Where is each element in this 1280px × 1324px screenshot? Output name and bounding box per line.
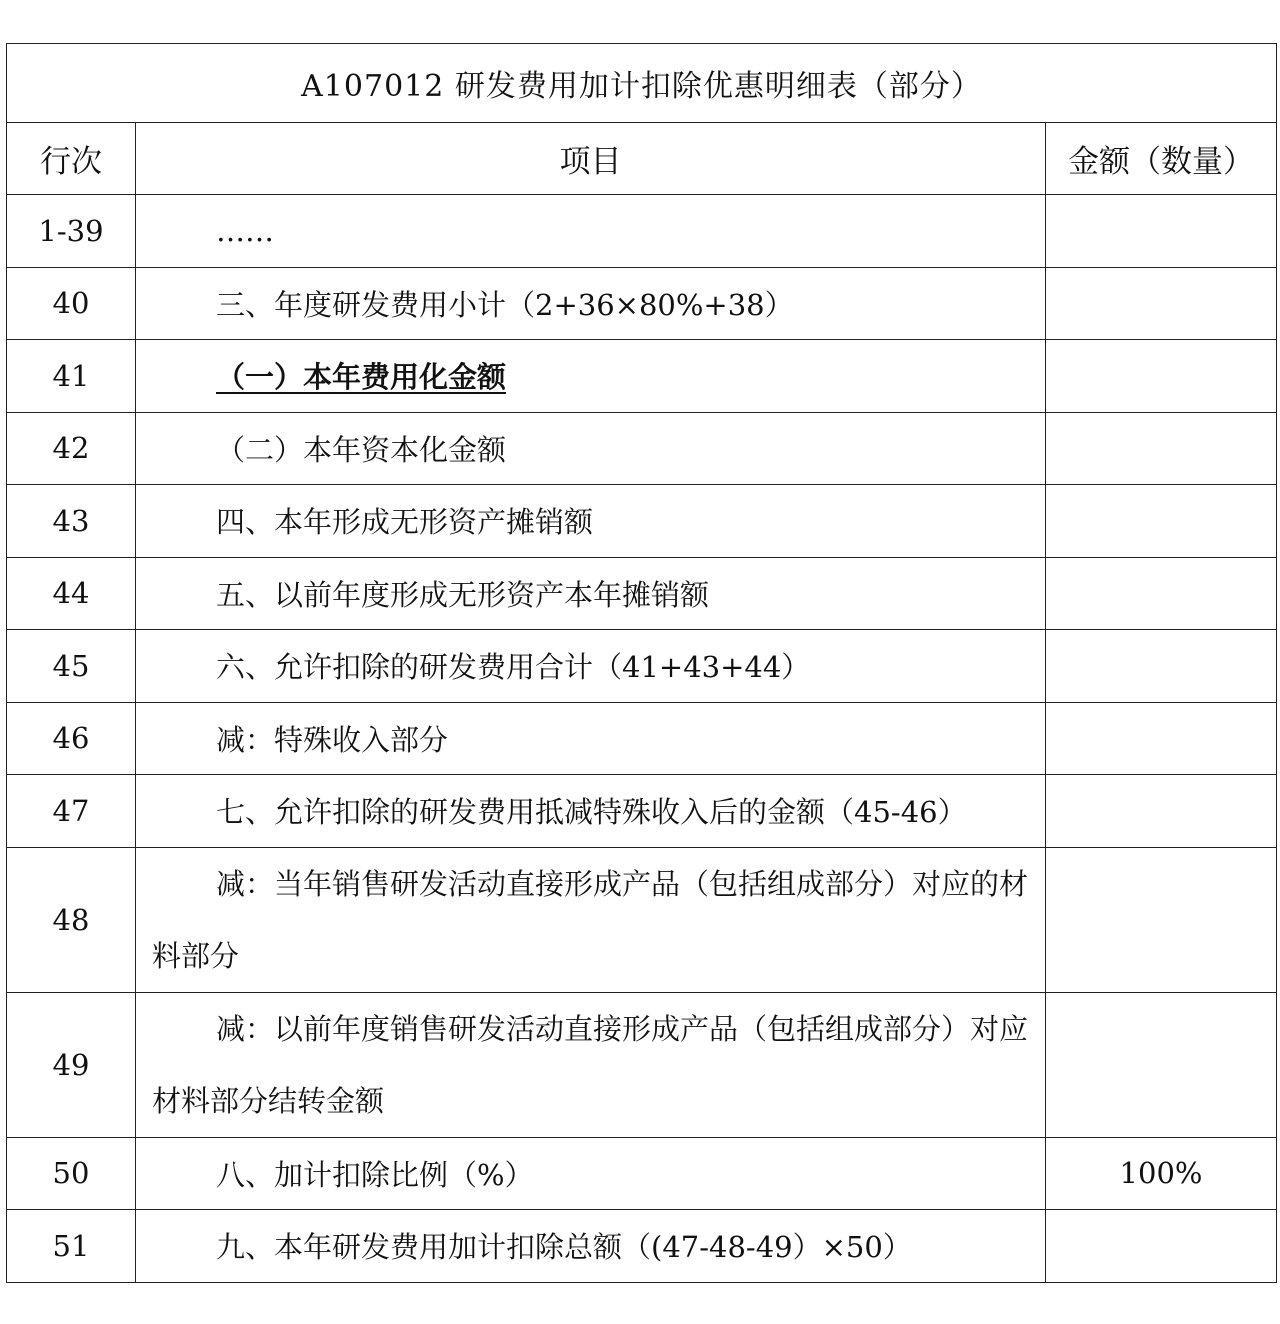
amount-cell[interactable]: [1046, 847, 1277, 992]
amount-cell[interactable]: [1046, 992, 1277, 1137]
table-row: [7, 485, 1277, 558]
line-number: 42: [7, 412, 136, 485]
table-row: [7, 267, 1277, 340]
item-label: 五、以前年度形成无形资产本年摊销额: [136, 557, 1046, 630]
item-label: 四、本年形成无形资产摊销额: [136, 485, 1046, 558]
item-label: 减：当年销售研发活动直接形成产品（包括组成部分）对应的材料部分: [136, 847, 1046, 992]
item-label: 八、加计扣除比例（%）: [136, 1137, 1046, 1210]
item-label: 减：特殊收入部分: [136, 702, 1046, 775]
amount-cell[interactable]: [1046, 1210, 1277, 1283]
amount-cell[interactable]: [1046, 775, 1277, 848]
table-row: [7, 702, 1277, 775]
amount-cell[interactable]: [1046, 340, 1277, 413]
amount-cell[interactable]: [1046, 412, 1277, 485]
amount-cell[interactable]: [1046, 702, 1277, 775]
header-item: 项目: [136, 123, 1046, 195]
line-number: 43: [7, 485, 136, 558]
item-label: 减：以前年度销售研发活动直接形成产品（包括组成部分）对应材料部分结转金额: [136, 992, 1046, 1137]
table-row: [7, 775, 1277, 848]
item-label: 七、允许扣除的研发费用抵减特殊收入后的金额（45-46）: [136, 775, 1046, 848]
amount-cell[interactable]: [1046, 195, 1277, 268]
amount-cell[interactable]: [1046, 630, 1277, 703]
line-number: 40: [7, 267, 136, 340]
item-label: 九、本年研发费用加计扣除总额（(47-48-49）×50）: [136, 1210, 1046, 1283]
item-label: 六、允许扣除的研发费用合计（41+43+44）: [136, 630, 1046, 703]
line-number: 1-39: [7, 195, 136, 268]
line-number: 45: [7, 630, 136, 703]
table-row: [7, 992, 1277, 1137]
item-label-text: （一）本年费用化金额: [216, 360, 507, 395]
amount-cell[interactable]: [1046, 267, 1277, 340]
table-row: [7, 847, 1277, 992]
line-number: 46: [7, 702, 136, 775]
header-amount: 金额（数量）: [1046, 123, 1277, 195]
item-label: 三、年度研发费用小计（2+36×80%+38）: [136, 267, 1046, 340]
amount-cell[interactable]: [1046, 557, 1277, 630]
table-row: [7, 195, 1277, 268]
item-label: ……: [136, 195, 1046, 268]
line-number: 49: [7, 992, 136, 1137]
item-label-highlighted: [136, 340, 1046, 413]
amount-cell[interactable]: [1046, 485, 1277, 558]
line-number: 48: [7, 847, 136, 992]
table-row: [7, 340, 1277, 413]
table-row: [7, 412, 1277, 485]
deduction-detail-table: [6, 43, 1277, 1283]
amount-cell[interactable]: 100%: [1046, 1137, 1277, 1210]
line-number: 47: [7, 775, 136, 848]
line-number: 44: [7, 557, 136, 630]
table-row: [7, 1137, 1277, 1210]
table-row: [7, 1210, 1277, 1283]
line-number: 41: [7, 340, 136, 413]
header-line-number: 行次: [7, 123, 136, 195]
line-number: 50: [7, 1137, 136, 1210]
table-title: A107012 研发费用加计扣除优惠明细表（部分）: [7, 44, 1277, 123]
table-row: [7, 557, 1277, 630]
table-row: [7, 630, 1277, 703]
item-label: （二）本年资本化金额: [136, 412, 1046, 485]
line-number: 51: [7, 1210, 136, 1283]
